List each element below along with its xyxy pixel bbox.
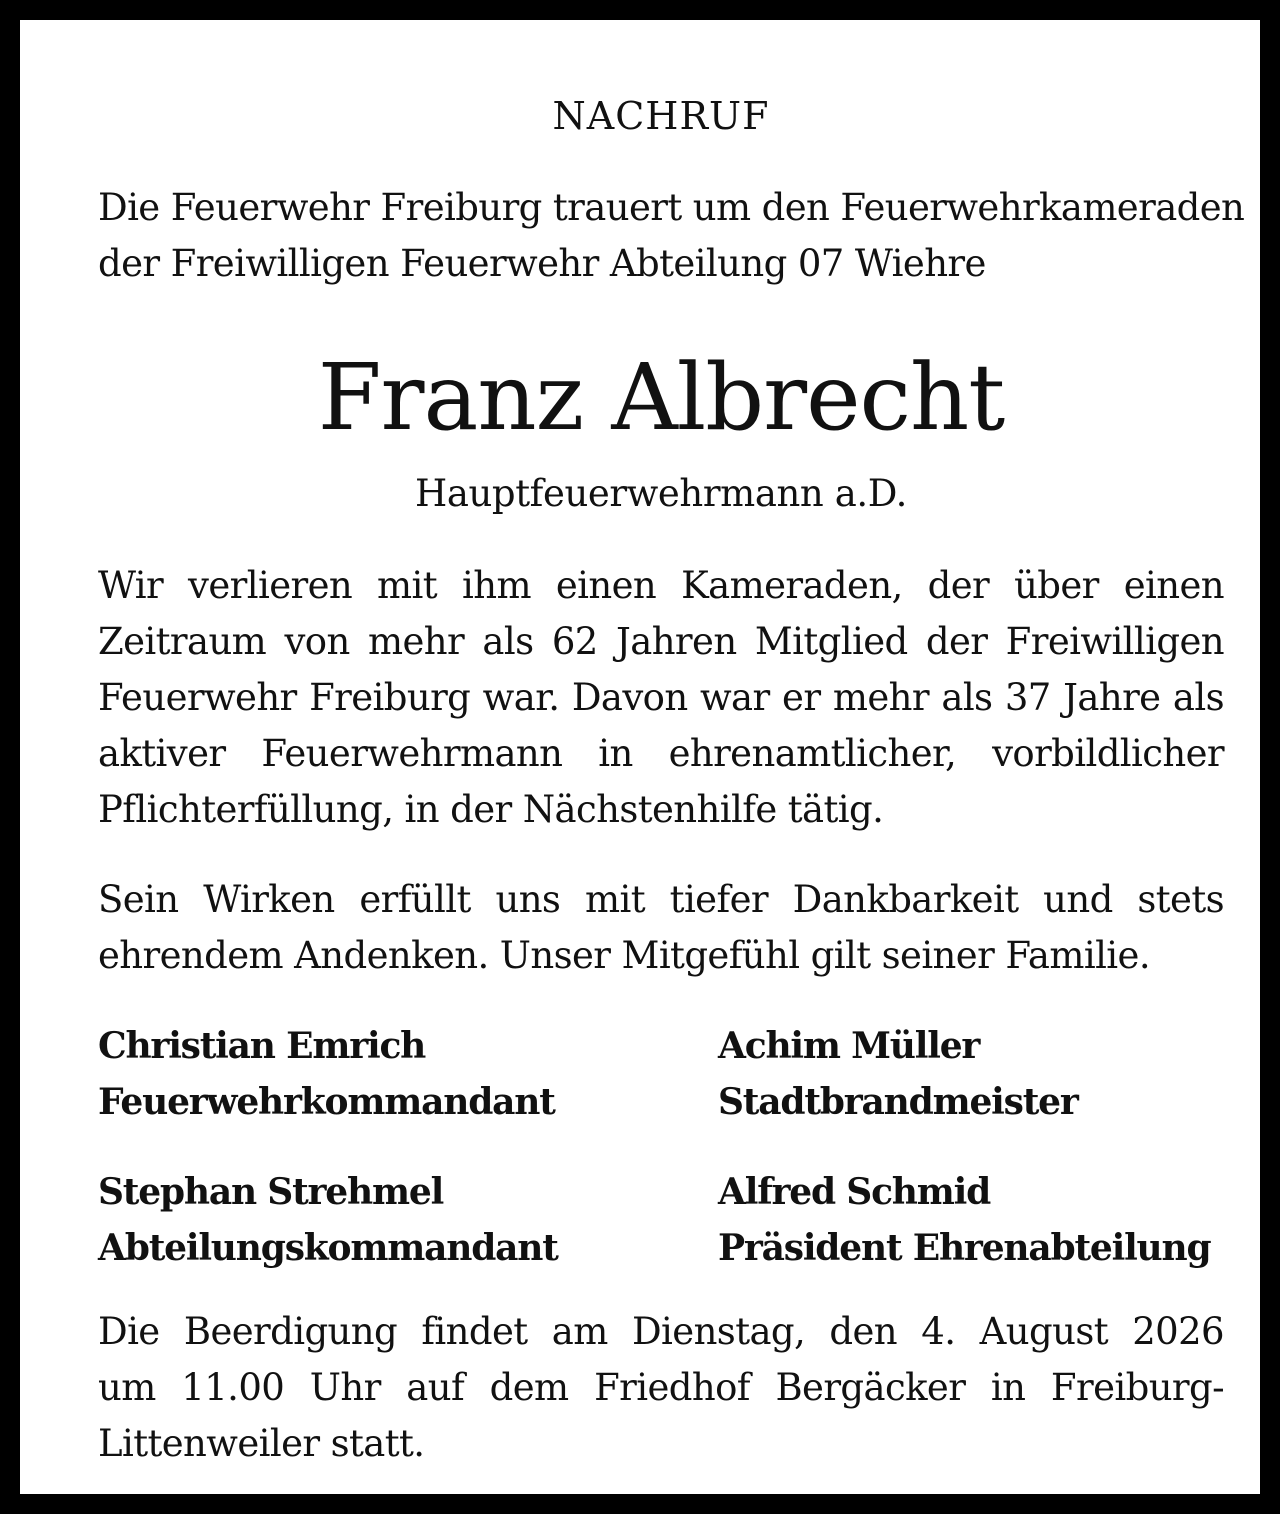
gratitude-line: Sein Wirken erfüllt uns mit tiefer Dankbarkeit und stets (98, 878, 1224, 921)
intro-line-1: Die Feuerwehr Freiburg trauert um den Feuerwehrkameraden (98, 186, 1245, 229)
signatory (98, 1164, 558, 1276)
signatory-title: Präsident Ehrenabteilung (718, 1227, 1211, 1269)
funeral-line: um 11.00 Uhr auf dem Friedhof Bergäcker in Freiburg- (98, 1366, 1224, 1409)
signatory-title: Feuerwehrkommandant (98, 1081, 555, 1123)
signatory-name: Achim Müller (718, 1025, 980, 1067)
signatory-title: Stadtbrandmeister (718, 1081, 1078, 1123)
funeral-paragraph (98, 1304, 1224, 1472)
funeral-line: Die Beerdigung findet am Dienstag, den 4. August 2026 (98, 1310, 1224, 1353)
tribute-line: Pflichterfüllung, in der Nächstenhilfe tätig. (98, 788, 884, 831)
gratitude-line: ehrendem Andenken. Unser Mitgefühl gilt seiner Familie. (98, 934, 1150, 977)
gratitude-paragraph (98, 872, 1224, 984)
deceased-name: Franz Albrecht (317, 344, 1005, 451)
funeral-line: Littenweiler statt. (98, 1422, 425, 1465)
tribute-line: Feuerwehr Freiburg war. Davon war er mehr als 37 Jahre als (98, 676, 1224, 719)
tribute-line: Zeitraum von mehr als 62 Jahren Mitglied der Freiwilligen (98, 620, 1224, 663)
signatory (718, 1018, 1078, 1130)
signatory-name: Alfred Schmid (718, 1171, 991, 1213)
signatory-name: Christian Emrich (98, 1025, 426, 1067)
signatory-title: Abteilungskommandant (98, 1227, 558, 1269)
tribute-paragraph (98, 558, 1224, 838)
intro-line-2: der Freiwilligen Feuerwehr Abteilung 07 Wiehre (98, 242, 986, 285)
signatory (98, 1018, 555, 1130)
obituary-heading: NACHRUF (552, 94, 770, 138)
tribute-line: aktiver Feuerwehrmann in ehrenamtlicher, vorbildlicher (98, 732, 1224, 775)
tribute-line: Wir verlieren mit ihm einen Kameraden, der über einen (98, 564, 1224, 607)
signatory-name: Stephan Strehmel (98, 1171, 444, 1213)
intro-text (98, 180, 1245, 292)
signatory (718, 1164, 1210, 1276)
deceased-rank: Hauptfeuerwehrmann a.D. (414, 472, 908, 515)
